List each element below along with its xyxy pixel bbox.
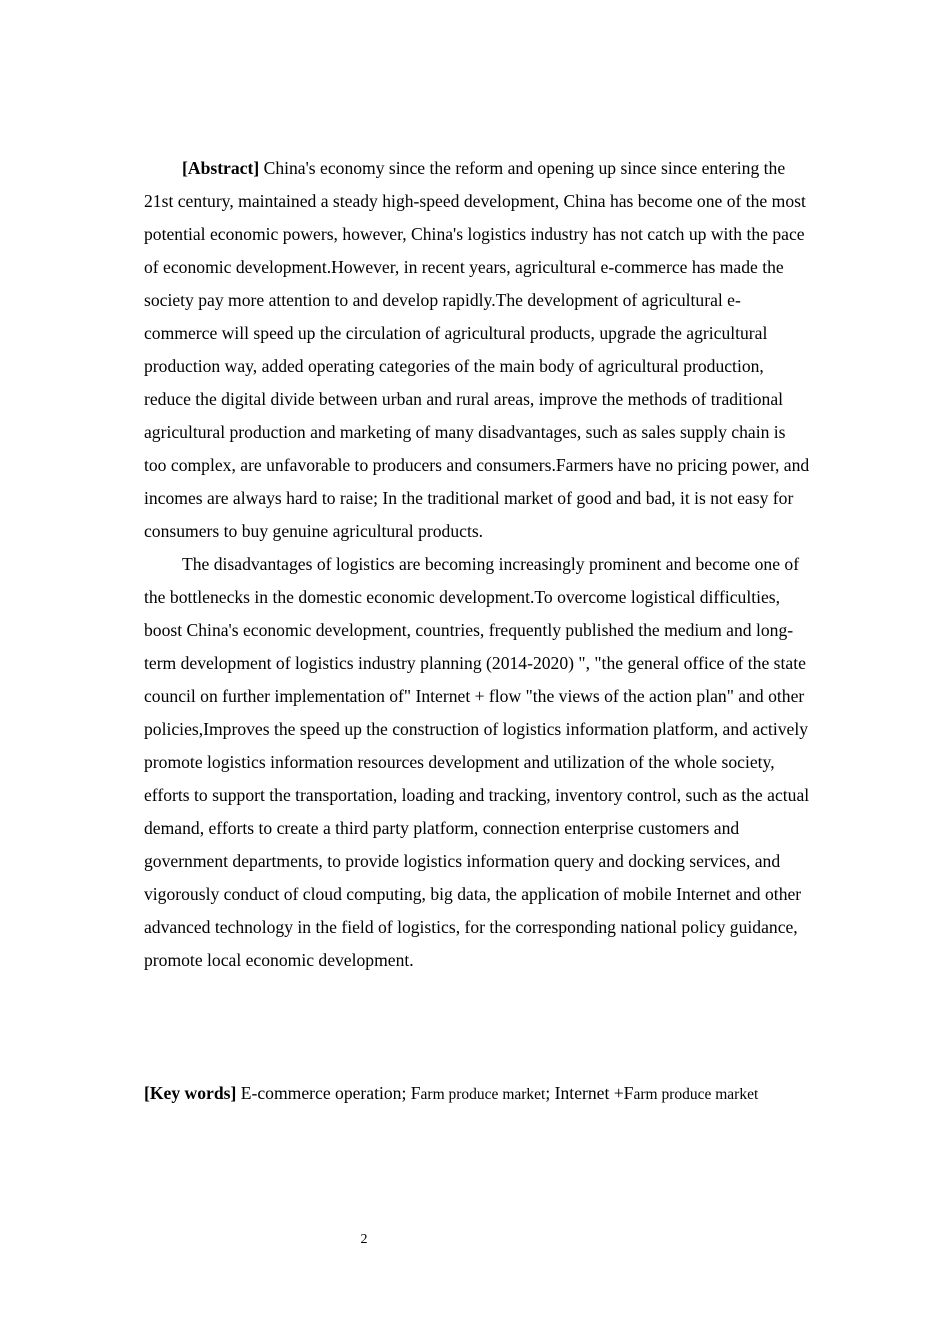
abstract-paragraph-1 bbox=[144, 152, 812, 548]
keywords-label: [Key words] bbox=[144, 1083, 237, 1103]
keyword-farm-produce-market: arm produce market bbox=[420, 1086, 546, 1103]
keyword-internet-farm-market: arm produce market bbox=[633, 1086, 759, 1103]
abstract-label: [Abstract] bbox=[182, 158, 260, 178]
keywords-section bbox=[144, 1077, 812, 1111]
keyword-farm-initial: F bbox=[406, 1083, 421, 1103]
keyword-ecommerce: E-commerce operation; bbox=[236, 1083, 407, 1103]
page-number: 2 bbox=[360, 1232, 368, 1247]
abstract-paragraph-1-text: China's economy since the reform and opening up since since entering the 21st century, maintained a steady high-speed development, China has become one of the most potential economic powers, however, China's logistics industry has not catch up with the pace of economic development.However, in recent years, agricultural e-commerce has made the society pay more attention to and develop rapidly.The development of agricultural e-commerce will speed up the circulation of agricultural products, upgrade the agricultural production way, added operating categories of the main body of agricultural production, reduce the digital divide between urban and rural areas, improve the methods of traditional agricultural production and marketing of many disadvantages, such as sales supply chain is too complex, are unfavorable to producers and consumers.Farmers have no pricing power, and incomes are always hard to raise; In the traditional market of good and bad, it is not easy for consumers to buy genuine agricultural products. bbox=[144, 158, 810, 541]
abstract-paragraph-2: The disadvantages of logistics are becoming increasingly prominent and become one of the bottlenecks in the domestic economic development.To overcome logistical difficulties, boost China's economic development, countries, frequently published the medium and long-term development of logistics industry planning (2014-2020) ", "the general office of the state council on further implementation of" Internet + flow "the views of the action plan" and other policies,Improves the speed up the construction of logistics information platform, and actively promote logistics information resources development and utilization of the whole society, efforts to support the transportation, loading and tracking, inventory control, such as the actual demand, efforts to create a third party platform, connection enterprise customers and government departments, to provide logistics information query and docking services, and vigorously conduct of cloud computing, big data, the application of mobile Internet and other advanced technology in the field of logistics, for the corresponding national policy guidance, promote local economic development. bbox=[144, 554, 810, 970]
keyword-internet-initial: ; Internet +F bbox=[545, 1083, 634, 1103]
abstract-section bbox=[144, 152, 812, 977]
